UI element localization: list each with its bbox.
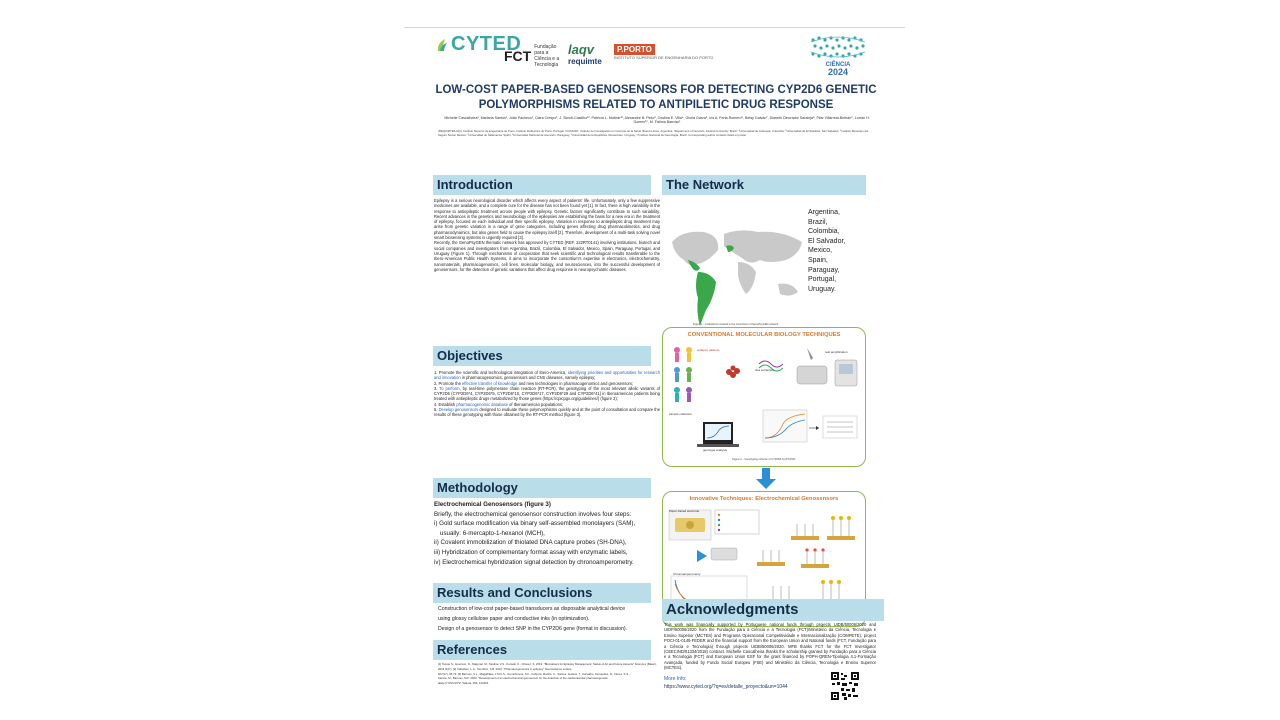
- country-item: Portugal,: [808, 276, 837, 284]
- references-body: [438, 662, 660, 686]
- country-item: Spain,: [808, 256, 828, 264]
- references-heading-text: References: [437, 642, 508, 657]
- country-item: El Salvador,: [808, 237, 846, 245]
- reference-line: Santos, M., Barroso, M.F. 2023. "Development of an electrochemical genosensor for the detection of the cardiovascular pharmacogenetic: [438, 676, 608, 681]
- introduction-paragraph-1: Epilepsy is a serious neurological disorder which affects every aspect of patients' life. Unfortunately, only a few suppressive medicines are available, and a complete cure for the disease has not been found yet [1]. In fact, there is high variability in the response to antiepileptic treatment across people with epilepsy. Genetic factors significantly contribute to such variability. Recent advances in the genetics and neurobiology of the epilepsies are establishing the basis for a new era in the treatment of epilepsy, focused on each individual and their specific epilepsy. Variation in response to antiepileptic drug treatment may arise from genetic variation in a range of gene categories, including genes affecting drug pharmacokinetics, and drug pharmacodynamics, but also genes held to cause the epilepsy itself [2]. Therefore, development of a multi-task solving novel smart biosensing systems is urgently required [3].: [434, 198, 660, 241]
- acknowledgments-heading-text: Acknowledgments: [666, 601, 799, 618]
- objective-1-highlight: identifying priorities and opportunities for research and innovation: [434, 370, 660, 381]
- figure-2-title: CONVENTIONAL MOLECULAR BIOLOGY TECHNIQUES: [687, 332, 841, 338]
- section-heading-references: [433, 640, 651, 660]
- down-arrow-icon: [755, 468, 777, 490]
- objective-5: [434, 407, 660, 418]
- methodology-step: i) Gold surface modification via binary self-assembled monolayers (SAM),: [434, 520, 636, 528]
- rt-pcr-scheme-icon: [667, 342, 861, 454]
- section-heading-objectives: [433, 346, 651, 366]
- figure-2-label-genotype: genotype analysis: [703, 448, 728, 452]
- methodology-heading-text: Methodology: [437, 480, 518, 495]
- methodology-subheading: Electrochemical Genosensors (figure 3): [434, 501, 551, 508]
- methodology-line: Briefly, the electrochemical genosensor construction involves four steps:: [434, 510, 632, 518]
- objective-5-text-end: designed to evaluate these polymorphisms quickly and at the point of consultation and compare the results of these genotyping with those obtained by the RT-PCR method (figure 3).: [434, 407, 660, 418]
- porto-logo: [614, 44, 713, 60]
- acknowledgments-body: This work was financially supported by Portuguese national funds through projects UIDB/50006/2020 and UIDP/50006/2020 from the Fundação para a Ciência e a Tecnologia (FCT)/Ministério da Ciência, Tecnologia e Ensino Superior (MCTES) and Programa Operacional Competitividade e Internacionalização (COMPETE), project POCI-01-0145-FEDER and the financial support from the European Union and National funds (FCT, Fundação para a Ciência e Tecnologia) through projects UIDB/50006/2020. MFB thanks FCT for the FCT Investigator (CEECIND/01334/2018) contract. Michelle Cascalheira thanks the scholarship granted by Fundação para a Ciência e a Tecnologia (FCT) and European Union ESF for the grant financed by POPH-QREN-Tipologia 4.1-Formação Avançada, funded by Fundo Social Europeu (FSE) and Ministério da Ciência, Tecnologia e Ensino Superior (MCTES).: [664, 622, 876, 671]
- qr-code-icon[interactable]: [830, 671, 860, 701]
- results-line: Construction of low-cost paper-based transducers as disposable analytical device: [438, 606, 626, 612]
- objective-5-text: 5.: [434, 407, 439, 413]
- objective-2-highlight: effective transfer of knowledge: [462, 380, 518, 386]
- figure-2-label-amplification: real amplification: [825, 350, 848, 354]
- country-item: Uruguay.: [808, 285, 836, 293]
- figure-3-label-chronoamperometry: Chronoamperometry: [673, 572, 701, 576]
- porto-logo-text: P.PORTO: [614, 44, 655, 55]
- porto-logo-subtitle: INSTITUTO SUPERIOR DE ENGENHARIA DO PORTO: [614, 55, 714, 60]
- network-country-list: [808, 208, 845, 294]
- reference-line: [1] Tomas S., Guerrero, N., Majumar, M., Medina, V.S., Kumaki, K., Chavez, S. 2019. "Biomarkers for Epilepsy Management: Status of Art and Future Aspects" Sciences (Basel), 2019 9(27). [2] Cabellero, L.A., Scordino, S.B. 2016. "Pharmacogenomics in epilepsy" Neuroscience Letters,: [438, 662, 657, 671]
- logo-strip: [426, 30, 886, 80]
- figure-2-panel: [662, 327, 866, 467]
- fct-logo-text: FCT: [504, 48, 532, 64]
- country-item: Paraguay,: [808, 266, 840, 274]
- cyted-logo-text: CYTED: [451, 33, 522, 55]
- poster-title-line-1: LOW-COST PAPER-BASED GENOSENSORS FOR DETECTING CYP2D6 GENETIC: [435, 84, 877, 96]
- ciencia-logo: [808, 32, 868, 77]
- country-item: Argentina,: [808, 209, 840, 216]
- cyted-leaf-icon: [436, 37, 448, 53]
- more-info-label: More Info:: [664, 676, 687, 682]
- methodology-step: iii) Hybridization of complementary format assay with enzymatic labels,: [434, 548, 628, 556]
- poster-title-line-2: POLYMORPHISMS RELATED TO ANTIPILETIC DRUG RESPONSE: [478, 99, 834, 111]
- section-heading-introduction: [433, 175, 651, 195]
- section-heading-methodology: [433, 478, 651, 498]
- figure-2-label-sample: sample collection: [669, 412, 693, 416]
- objective-4-highlight: pharmacogenomic database: [456, 401, 508, 407]
- objectives-heading-text: Objectives: [437, 348, 503, 363]
- country-item: Colombia,: [808, 228, 840, 236]
- figure-3-title: Innovative Techniques: Electrochemical Genosensors: [689, 496, 839, 502]
- poster-authors: Michelle Cascalheira¹, Mariana Santos¹, João Pacheco¹, Clara Crespo¹, J. Simoli-Castilho¹², Patrícia L. Molinar¹², Alexandre B. Pinto³, Cristina E. Villa⁴, Gloria Garza⁵, Iris A. Feria-Romero⁶, Betsy Galván⁷, Dianeth Dinorador Saraleja⁸, Pilar Villarreal-Beltrán⁹, Lorrán H. Gomes¹⁰, M. Fátima Barroso¹: [444, 116, 870, 125]
- results-heading-text: Results and Conclusions: [437, 585, 593, 600]
- objective-5-highlight: Develop genosensors: [438, 407, 479, 413]
- figure-2-label-extract: dna extraction: [755, 368, 774, 372]
- methodology-body: [434, 500, 660, 567]
- section-heading-results: [433, 583, 651, 603]
- reference-line: 667(27), 65-73. [3] Barroso, S.L., Magalhães, J.M.C.S., Gronchimore, S.F., Cabrera, Mariño, C., Santos, Jessica, T., Carvalho, Fernandes, N., Flores, S.S.,: [438, 671, 630, 676]
- objective-2-text-end: and new technologies in pharmacogenomics and genosensors;: [517, 380, 634, 386]
- poster: [426, 30, 886, 712]
- objective-1-text-end: in pharmacogenomics, genosensors and CNS diseases, namely epilepsy;: [460, 375, 596, 381]
- section-heading-acknowledgments: [662, 599, 884, 621]
- results-body: [438, 604, 664, 634]
- introduction-heading-text: Introduction: [437, 177, 513, 192]
- ciencia-dots-icon: [809, 32, 867, 62]
- results-line: Design of a genosensor to detect SNP in the CYP2D6 gene (format in discussion).: [438, 626, 628, 632]
- requimte-logo-text: requimte: [568, 57, 602, 66]
- fct-logo: [504, 44, 562, 68]
- objective-2-text: 2. Promote the: [434, 380, 462, 386]
- fct-logo-subtitle: Fundação para a Ciência e a Tecnologia: [534, 44, 560, 68]
- laqv-logo-text: laqv: [568, 42, 595, 57]
- objective-1: [434, 370, 660, 381]
- network-heading-text: The Network: [666, 177, 745, 192]
- project-url-link[interactable]: https://www.cyted.org/?q=es/detalle_proyecto&un=1044: [664, 684, 788, 690]
- objective-3: [434, 386, 660, 402]
- figure-3-label-paper-electrode: Paper-based electrode: [669, 509, 700, 513]
- world-map-icon: [662, 202, 810, 330]
- poster-affiliations: ¹REQUIMTE/LAQV, Instituto Superior de Engenharia do Porto, Instituto Politécnico do Porto, Portugal; ²CONICET, Instituto de Investigación en Ciencias de la Salud, Buenos Aires, Argentina; ³Department of Genetics, Federal University, Brazil; ⁴Universidad de Antioquia, Colombia; ⁵Universidad de El Salvador, San Salvador; ⁶Instituto Mexicano del Seguro Social, Mexico; ⁷Universidad de Salamanca, Spain; ⁸Universidad Nacional de Asunción, Paraguay; ⁹Universidad de la República, Montevideo, Uruguay; ¹⁰Instituto Nacional de Neurologia, Brazil. Corresponding author contacts listed on poster.: [438, 129, 869, 137]
- laqv-logo: [568, 42, 602, 66]
- country-item: Brazil,: [808, 218, 828, 226]
- methodology-step: usually: 6-mercapto-1-hexanol (MCH),: [440, 529, 545, 537]
- figure-1-caption: Figure 1 – Institutions involved in the consortium of GenoPsyGEN network.: [693, 323, 779, 326]
- objective-4-text: 4. Establish: [434, 401, 457, 407]
- reference-line: allele CYP2C19*2" Talanta, 256, 124216.: [438, 681, 490, 686]
- methodology-step: iv) Electrochemical hybridization signal detection by chronoamperometry.: [434, 558, 634, 566]
- poster-title: [426, 83, 886, 113]
- country-item: Mexico,: [808, 247, 833, 255]
- page-top-divider: [404, 27, 905, 28]
- introduction-body: [434, 198, 660, 272]
- results-line: using glossy cellulose paper and conductive inks (in optimization).: [438, 616, 590, 622]
- objective-3-text: 3.: [434, 385, 440, 391]
- objective-4-text-end: of Iberoamerican populations;: [507, 401, 564, 407]
- objective-3-text-end: , by real-time polymerase chain reaction (RT-PCR), the genotyping of the most relevant allelic variants of CYP2D6 (CYP2D6*4, CYP2D6*5, CYP2D6*10, CYP2D6*17, CYP2D6*29 and CYP2D6*41) in Iberoamerican patients being treated with antiepileptic drugs metabolized by those genes (https://cpicpgx.org/guidelines/) (figure 2);: [434, 385, 660, 402]
- figure-2-label-patients: epilepsy patients: [697, 348, 720, 352]
- ciencia-logo-year: 2024: [827, 67, 849, 77]
- figure-2-caption: Figure 2 – Genotyping scheme of CYP2D6 by RT-PCR.: [732, 458, 796, 461]
- methodology-step: ii) Covalent immobilization of thiolated DNA capture probes (SH-DNA),: [434, 539, 627, 547]
- ciencia-logo-text: CIÊNCIA: [825, 62, 851, 68]
- objective-1-text: 1. Promote the scientific and technological integration of Ibero-America,: [434, 370, 568, 375]
- section-heading-network: [662, 175, 866, 195]
- objective-3-highlight: To perform: [439, 385, 460, 391]
- objectives-body: [434, 370, 660, 418]
- introduction-paragraph-2: Recently, the GenoPsyGEN thematic network has approved by CYTED (REF. 222RT0141) involving institutions, biotech and social companies and investigators from Argentina, Brazil, Colombia, El Salvador, Mexico, Spain, Paraguay, Portugal, and Uruguay (Figure 1). Through mechanisms of cooperation that seek scientific and technological results transferable to the Ibero-American Public Health Systems, it aims to incorporate the consortium's expertise in electronics, electrochemistry, nanomaterials, pharmacogenomics, cell lines, molecular biology, and neurosciences, into the successful development of genosensors, for the detection of genetic variations that affect drug response in neuropsychiatric diseases.: [434, 240, 660, 272]
